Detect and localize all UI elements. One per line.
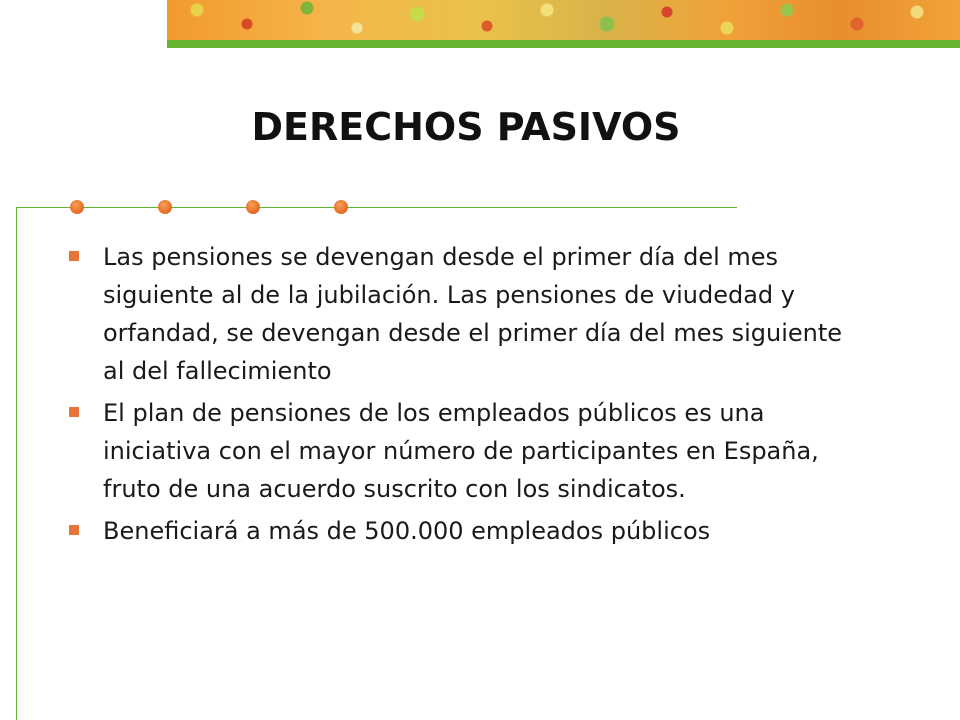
- bullet-text: Beneficiará a más de 500.000 empleados públicos: [103, 517, 711, 545]
- square-bullet-icon: [69, 525, 79, 535]
- square-bullet-icon: [69, 407, 79, 417]
- square-bullet-icon: [69, 251, 79, 261]
- frame-top-line: [16, 207, 737, 208]
- decorative-dot-2: [158, 200, 172, 214]
- decorative-dot-1: [70, 200, 84, 214]
- bullet-text: Las pensiones se devengan desde el primer día del mes siguiente al de la jubilación. Las pensiones de viudedad y orfandad, se devengan desde el primer día del mes siguiente al del fallecimiento: [103, 243, 843, 385]
- bullet-item: [66, 394, 856, 508]
- bullet-item: [66, 512, 856, 550]
- bullet-list: [66, 238, 856, 554]
- bullet-text: El plan de pensiones de los empleados públicos es una iniciativa con el mayor número de participantes en España, fruto de una acuerdo suscrito con los sindicatos.: [103, 399, 819, 503]
- slide-title: DERECHOS PASIVOS: [251, 105, 681, 149]
- flower-banner-image: [167, 0, 960, 40]
- frame-left-line: [16, 207, 17, 720]
- decorative-dot-4: [334, 200, 348, 214]
- green-banner-divider: [167, 40, 960, 48]
- bullet-item: [66, 238, 856, 390]
- decorative-dot-3: [246, 200, 260, 214]
